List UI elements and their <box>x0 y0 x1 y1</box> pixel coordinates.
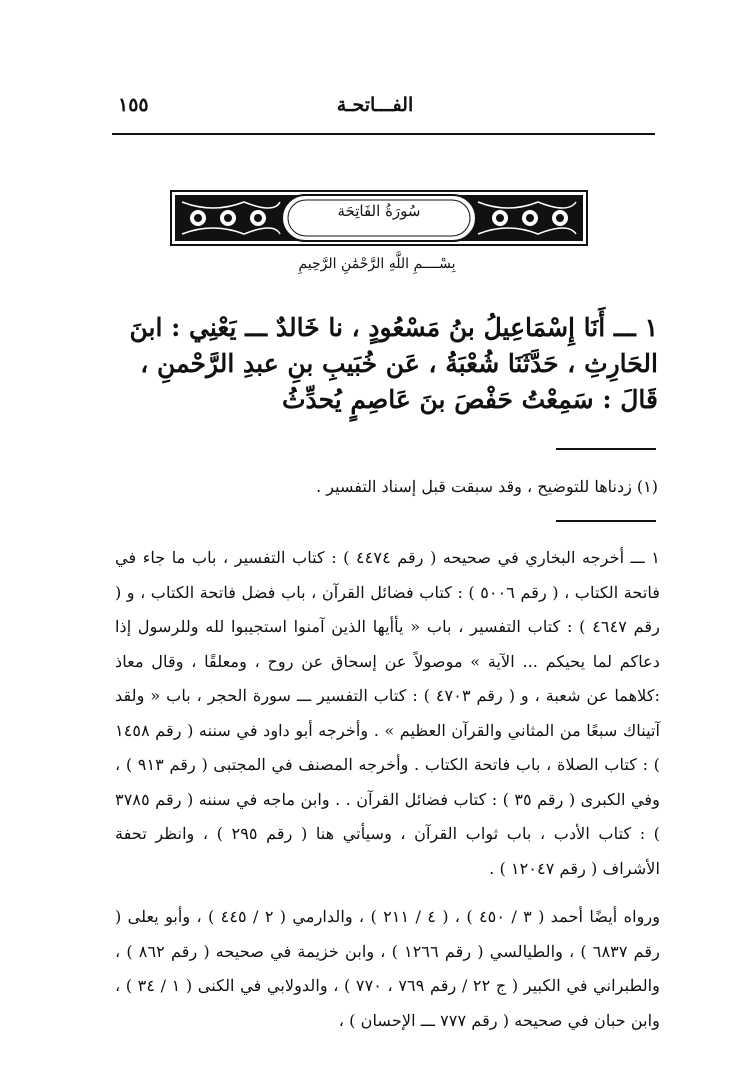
commentary <box>115 541 660 1038</box>
hadith-text: ١ ـــ أَنَا إِسْمَاعِيلُ بنُ مَسْعُودٍ ، نا خَالدٌ ـــ يَعْنِي : ابنَ الحَارِثِ ، حَدَّثَنَا شُعْبَةُ ، عَن خُبَيبِ بنِ عبدِ الرَّحْمنِ ، قَالَ : سَمِعْتُ حَفْصَ بنَ عَاصِمٍ يُحدِّثُ <box>129 313 658 414</box>
commentary-divider <box>556 520 656 522</box>
commentary-paragraph: ١ ـــ أخرجه البخاري في صحيحه ( رقم ٤٤٧٤ ) : كتاب التفسير ، باب ما جاء في فاتحة الكتاب ، ( رقم ٥٠٠٦ ) : كتاب فضائل القرآن ، باب فضل فاتحة الكتاب ، و ( رقم ٤٦٤٧ ) : كتاب التفسير ، باب « يأأيها الذين آمنوا استجيبوا لله وللرسول إذا دعاكم لما يحيكم ... الآية » موصولاً عن إسحاق عن روح ، ومعلقًا ، وقال معاذ :كلاهما عن شعبة ، و ( رقم ٤٧٠٣ ) : كتاب التفسير ـــ سورة الحجر ، باب « ولقد آتيناك سبعًا من المثاني والقرآن العظيم » . وأخرجه أبو داود في سننه ( رقم ١٤٥٨ ) : كتاب الصلاة ، باب فاتحة الكتاب . وأخرجه المصنف في المجتبى ( رقم ٩١٣ ) ، وفي الكبرى ( رقم ٣٥ ) : كتاب فضائل القرآن . . وابن ماجه في سننه ( رقم ٣٧٨٥ ) : كتاب الأدب ، باب ثواب القرآن ، وسيأتي هنا ( رقم ٢٩٥ ) ، وانظر تحفة الأشراف ( رقم ١٢٠٤٧ ) . <box>115 548 660 878</box>
header-divider <box>112 133 655 135</box>
running-title: الفـــاتحـة <box>336 94 414 116</box>
basmala: بِسْــــمِ اللَّهِ الرَّحْمَٰنِ الرَّحِيمِ <box>298 256 456 272</box>
footnote: (١) زدناها للتوضيح ، وقد سبقت قبل إسناد التفسير . <box>316 477 658 496</box>
commentary-paragraph: ورواه أيضًا أحمد ( ٣ / ٤٥٠ ) ، ( ٤ / ٢١١ ) ، والدارمي ( ٢ / ٤٤٥ ) ، وأبو يعلى ( رقم ٦٨٣٧ ) ، والطيالسي ( رقم ١٢٦٦ ) ، وابن خزيمة في صحيحه ( رقم ٨٦٢ ) ، والطبراني في الكبير ( ج ٢٢ / رقم ٧٦٩ ، ٧٧٠ ) ، والدولابي في الكنى ( ١ / ٣٤ ) ، وابن حبان في صحيحه ( رقم ٧٧٧ ـــ الإحسان ) ، <box>115 907 661 1030</box>
page-number: ١٥٥ <box>118 94 149 116</box>
footnote-divider <box>556 448 656 450</box>
surah-title: سُورَةُ الفَاتِحَة <box>337 202 421 220</box>
